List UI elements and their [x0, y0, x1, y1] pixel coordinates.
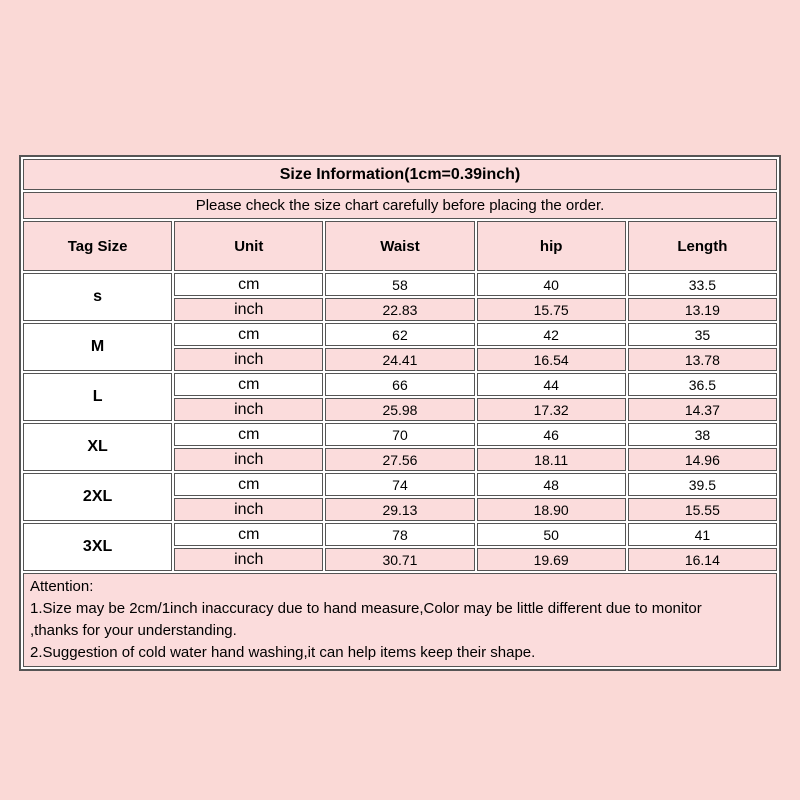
value-length: 38: [628, 423, 777, 446]
unit-label: inch: [174, 448, 323, 471]
value-waist: 70: [325, 423, 474, 446]
value-hip: 42: [477, 323, 626, 346]
value-length: 36.5: [628, 373, 777, 396]
value-hip: 16.54: [477, 348, 626, 371]
value-hip: 18.90: [477, 498, 626, 521]
value-hip: 48: [477, 473, 626, 496]
title-row: [23, 159, 777, 190]
value-length: 41: [628, 523, 777, 546]
size-chart-panel: [19, 155, 781, 671]
table-title: Size Information(1cm=0.39inch): [23, 159, 777, 190]
unit-label: cm: [174, 473, 323, 496]
unit-label: cm: [174, 523, 323, 546]
value-hip: 50: [477, 523, 626, 546]
value-length: 13.19: [628, 298, 777, 321]
unit-label: inch: [174, 298, 323, 321]
attention-line: 1.Size may be 2cm/1inch inaccuracy due to hand measure,Color may be little different due to monitor: [30, 600, 702, 617]
table-row: [23, 523, 777, 546]
size-tag-xl: XL: [23, 423, 172, 471]
value-waist: 66: [325, 373, 474, 396]
header-tag-size: Tag Size: [23, 221, 172, 271]
size-information-table: [19, 155, 781, 671]
attention-line: 2.Suggestion of cold water hand washing,it can help items keep their shape.: [30, 644, 536, 661]
value-waist: 30.71: [325, 548, 474, 571]
size-tag-2xl: 2XL: [23, 473, 172, 521]
value-waist: 25.98: [325, 398, 474, 421]
attention-line: ,thanks for your understanding.: [30, 622, 237, 639]
value-length: 39.5: [628, 473, 777, 496]
size-tag-m: M: [23, 323, 172, 371]
table-row: [23, 373, 777, 396]
value-waist: 62: [325, 323, 474, 346]
table-row: [23, 273, 777, 296]
value-hip: 18.11: [477, 448, 626, 471]
value-length: 13.78: [628, 348, 777, 371]
unit-label: inch: [174, 498, 323, 521]
table-row: [23, 323, 777, 346]
unit-label: cm: [174, 273, 323, 296]
size-tag-l: L: [23, 373, 172, 421]
value-length: 14.96: [628, 448, 777, 471]
header-hip: hip: [477, 221, 626, 271]
value-waist: 78: [325, 523, 474, 546]
value-waist: 74: [325, 473, 474, 496]
value-waist: 27.56: [325, 448, 474, 471]
value-length: 16.14: [628, 548, 777, 571]
value-hip: 15.75: [477, 298, 626, 321]
attention-row: [23, 573, 777, 667]
header-waist: Waist: [325, 221, 474, 271]
size-tag-s: s: [23, 273, 172, 321]
table-subtitle: Please check the size chart carefully before placing the order.: [23, 192, 777, 219]
header-row: [23, 221, 777, 271]
header-length: Length: [628, 221, 777, 271]
value-waist: 24.41: [325, 348, 474, 371]
attention-line: Attention:: [30, 578, 94, 595]
unit-label: cm: [174, 323, 323, 346]
value-length: 35: [628, 323, 777, 346]
table-row: [23, 473, 777, 496]
table-row: [23, 423, 777, 446]
value-waist: 29.13: [325, 498, 474, 521]
size-tag-3xl: 3XL: [23, 523, 172, 571]
value-waist: 58: [325, 273, 474, 296]
header-unit: Unit: [174, 221, 323, 271]
unit-label: inch: [174, 548, 323, 571]
value-hip: 46: [477, 423, 626, 446]
subtitle-row: [23, 192, 777, 219]
value-waist: 22.83: [325, 298, 474, 321]
value-length: 33.5: [628, 273, 777, 296]
value-hip: 40: [477, 273, 626, 296]
value-hip: 17.32: [477, 398, 626, 421]
value-hip: 19.69: [477, 548, 626, 571]
value-length: 15.55: [628, 498, 777, 521]
unit-label: inch: [174, 348, 323, 371]
value-length: 14.37: [628, 398, 777, 421]
attention-note: [23, 573, 777, 667]
value-hip: 44: [477, 373, 626, 396]
unit-label: cm: [174, 423, 323, 446]
unit-label: inch: [174, 398, 323, 421]
unit-label: cm: [174, 373, 323, 396]
